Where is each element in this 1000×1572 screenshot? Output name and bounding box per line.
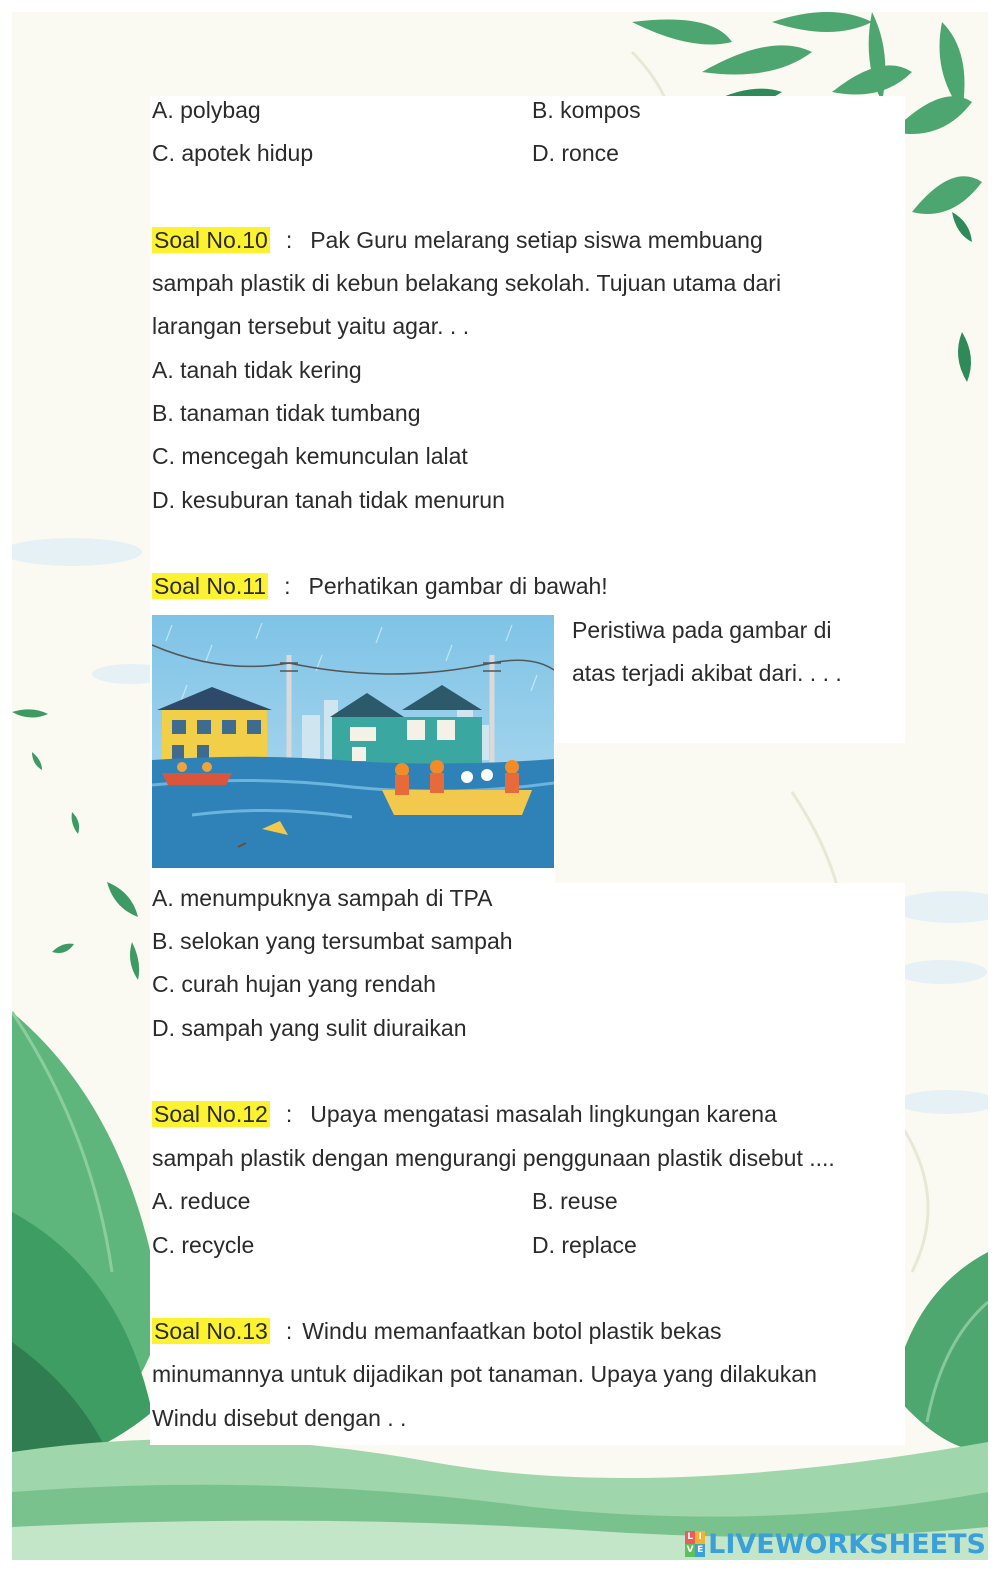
q11-option-b[interactable]: B. selokan yang tersumbat sampah — [152, 928, 513, 954]
q10-line1: Pak Guru melarang setiap siswa membuang — [310, 227, 763, 253]
q11-separator: : — [284, 573, 291, 599]
q10-label: Soal No.10 — [154, 227, 268, 253]
q12-option-b[interactable]: B. reuse — [532, 1188, 618, 1214]
q11-option-a[interactable]: A. menumpuknya sampah di TPA — [152, 885, 493, 911]
q9-option-a[interactable]: A. polybag — [152, 97, 261, 123]
q9-option-d[interactable]: D. ronce — [532, 140, 619, 166]
liveworksheets-wordmark: LIVEWORKSHEETS — [708, 1528, 986, 1560]
logo-letter: E — [697, 1545, 704, 1555]
q10-option-a[interactable]: A. tanah tidak kering — [152, 357, 362, 383]
q11-side-text-line1: Peristiwa pada gambar di — [572, 617, 832, 643]
q12-line1: Upaya mengatasi masalah lingkungan karena — [310, 1101, 777, 1127]
q13-separator: : — [285, 1318, 293, 1344]
q10-separator: : — [285, 227, 293, 253]
q11-line1: Perhatikan gambar di bawah! — [308, 573, 608, 599]
liveworksheets-logo-icon — [685, 1531, 705, 1557]
q12-label: Soal No.12 — [154, 1101, 268, 1127]
q12-line2: sampah plastik dengan mengurangi penggunaan plastik disebut .... — [152, 1145, 835, 1171]
liveworksheets-logo[interactable] — [685, 1528, 986, 1560]
flood-illustration — [152, 615, 554, 868]
q10-question — [152, 226, 763, 254]
q13-line1: Windu memanfaatkan botol plastik bekas — [302, 1318, 722, 1344]
q11-side-text-line2: atas terjadi akibat dari. . . . — [572, 660, 842, 686]
q11-option-d[interactable]: D. sampah yang sulit diuraikan — [152, 1015, 467, 1041]
q11-label: Soal No.11 — [154, 573, 267, 599]
q10-line2: sampah plastik di kebun belakang sekolah. Tujuan utama dari — [152, 270, 782, 296]
q12-option-a[interactable]: A. reduce — [152, 1188, 251, 1214]
q13-line3: Windu disebut dengan . . — [152, 1405, 407, 1431]
q12-option-d[interactable]: D. replace — [532, 1232, 637, 1258]
q11-question — [152, 572, 608, 600]
q13-line2: minumannya untuk dijadikan pot tanaman. Upaya yang dilakukan — [152, 1361, 817, 1387]
q12-separator: : — [285, 1101, 293, 1127]
q13-question — [152, 1317, 722, 1345]
q13-label: Soal No.13 — [154, 1318, 268, 1344]
q10-option-c[interactable]: C. mencegah kemunculan lalat — [152, 443, 468, 469]
q12-question — [152, 1100, 777, 1128]
q12-option-c[interactable]: C. recycle — [152, 1232, 255, 1258]
logo-letter: L — [685, 1531, 695, 1544]
q9-option-b[interactable]: B. kompos — [532, 97, 641, 123]
logo-letter: V — [686, 1545, 694, 1555]
q10-option-b[interactable]: B. tanaman tidak tumbang — [152, 400, 421, 426]
q9-option-c[interactable]: C. apotek hidup — [152, 140, 314, 166]
q10-line3: larangan tersebut yaitu agar. . . — [152, 313, 470, 339]
logo-letter: I — [695, 1531, 705, 1544]
q11-option-c[interactable]: C. curah hujan yang rendah — [152, 971, 436, 997]
q10-option-d[interactable]: D. kesuburan tanah tidak menurun — [152, 487, 505, 513]
